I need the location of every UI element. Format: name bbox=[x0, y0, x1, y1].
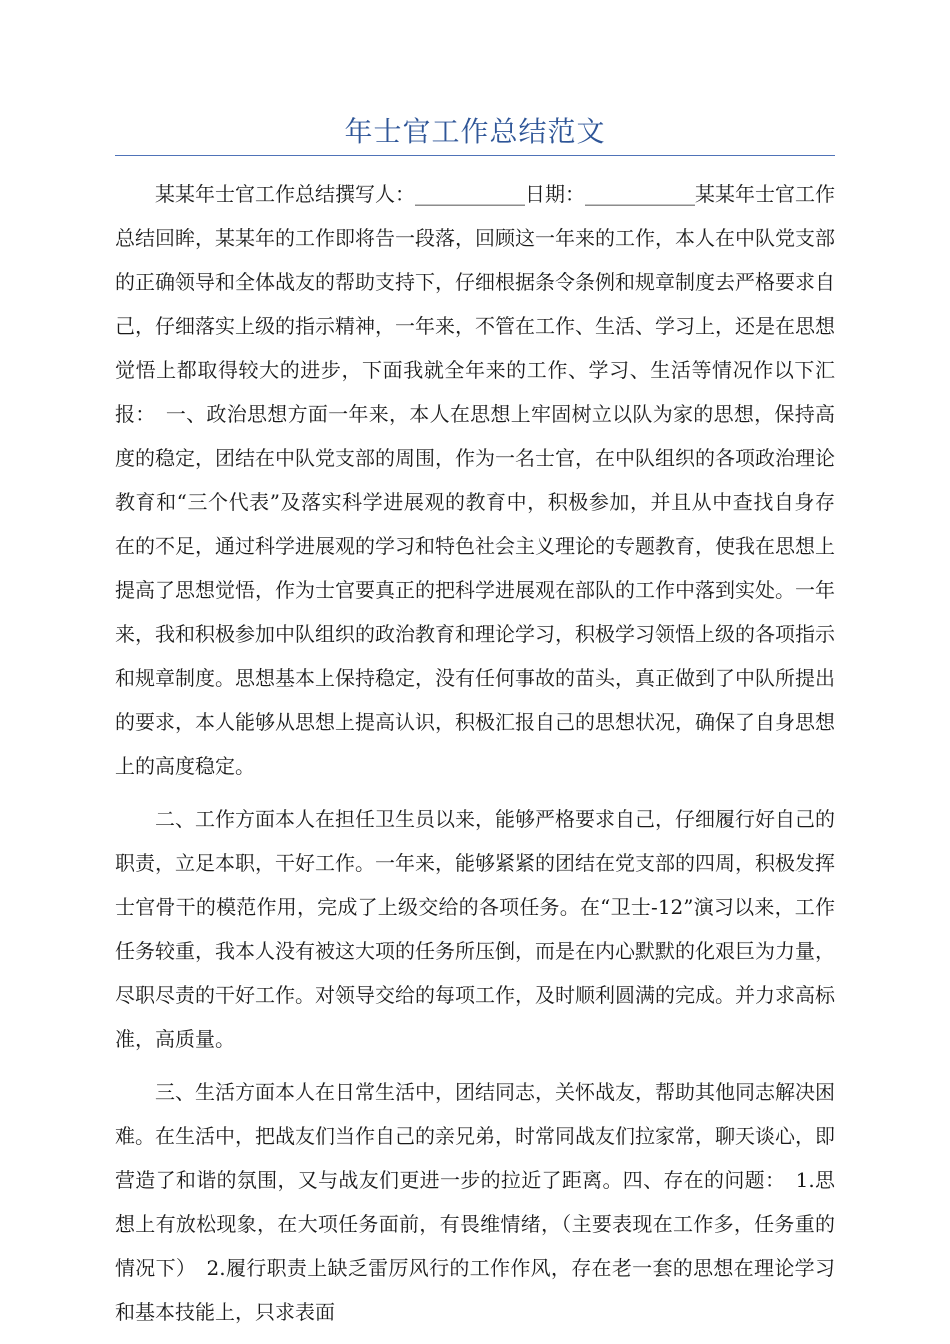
paragraph-3: 三、生活方面本人在日常生活中，团结同志，关怀战友，帮助其他同志解决困难。在生活中，把战友们当作自己的亲兄弟，时常同战友们拉家常，聊天谈心，即营造了和谐的氛围，又与战友们更进一步的拉近了距离。四、存在的问题： 1.思想上有放松现象，在大项任务面前，有畏维情绪，（主要表现在工作多，任务重的情况下） 2.履行职责上缺乏雷厉风行的工作作风，存在老一套的思想在理论学习和基本技能上，只求表面 bbox=[115, 1080, 835, 1324]
title-underline bbox=[115, 155, 835, 156]
paragraph-2: 二、工作方面本人在担任卫生员以来，能够严格要求自己，仔细履行好自己的职责，立足本职，干好工作。一年来，能够紧紧的团结在党支部的四周，积极发挥士官骨干的模范作用，完成了上级交给的各项任务。在“卫士-12”演习以来，工作任务较重，我本人没有被这大项的任务所压倒，而是在内心默默的化艰巨为力量，尽职尽责的干好工作。对领导交给的每项工作，及时顺利圆满的完成。并力求高标准，高质量。 bbox=[115, 807, 835, 1051]
document-body bbox=[115, 172, 835, 1334]
paragraph-1: 某某年士官工作总结撰写人：___________日期：___________某某年士官工作总结回眸，某某年的工作即将告一段落，回顾这一年来的工作，本人在中队党支部的正确领导和全体战友的帮助支持下，仔细根据条令条例和规章制度去严格要求自己，仔细落实上级的指示精神，一年来，不管在工作、生活、学习上，还是在思想觉悟上都取得较大的进步，下面我就全年来的工作、学习、生活等情况作以下汇报： 一、政治思想方面一年来，本人在思想上牢固树立以队为家的思想，保持高度的稳定，团结在中队党支部的周围，作为一名士官，在中队组织的各项政治理论教育和“三个代表”及落实科学进展观的教育中，积极参加，并且从中查找自身存在的不足，通过科学进展观的学习和特色社会主义理论的专题教育，使我在思想上提高了思想觉悟，作为士官要真正的把科学进展观在部队的工作中落到实处。一年来，我和积极参加中队组织的政治教育和理论学习，积极学习领悟上级的各项指示和规章制度。思想基本上保持稳定，没有任何事故的苗头，真正做到了中队所提出的要求，本人能够从思想上提高认识，积极汇报自己的思想状况，确保了自身思想上的高度稳定。 bbox=[115, 182, 835, 778]
document-title: 年士官工作总结范文 bbox=[344, 115, 606, 148]
